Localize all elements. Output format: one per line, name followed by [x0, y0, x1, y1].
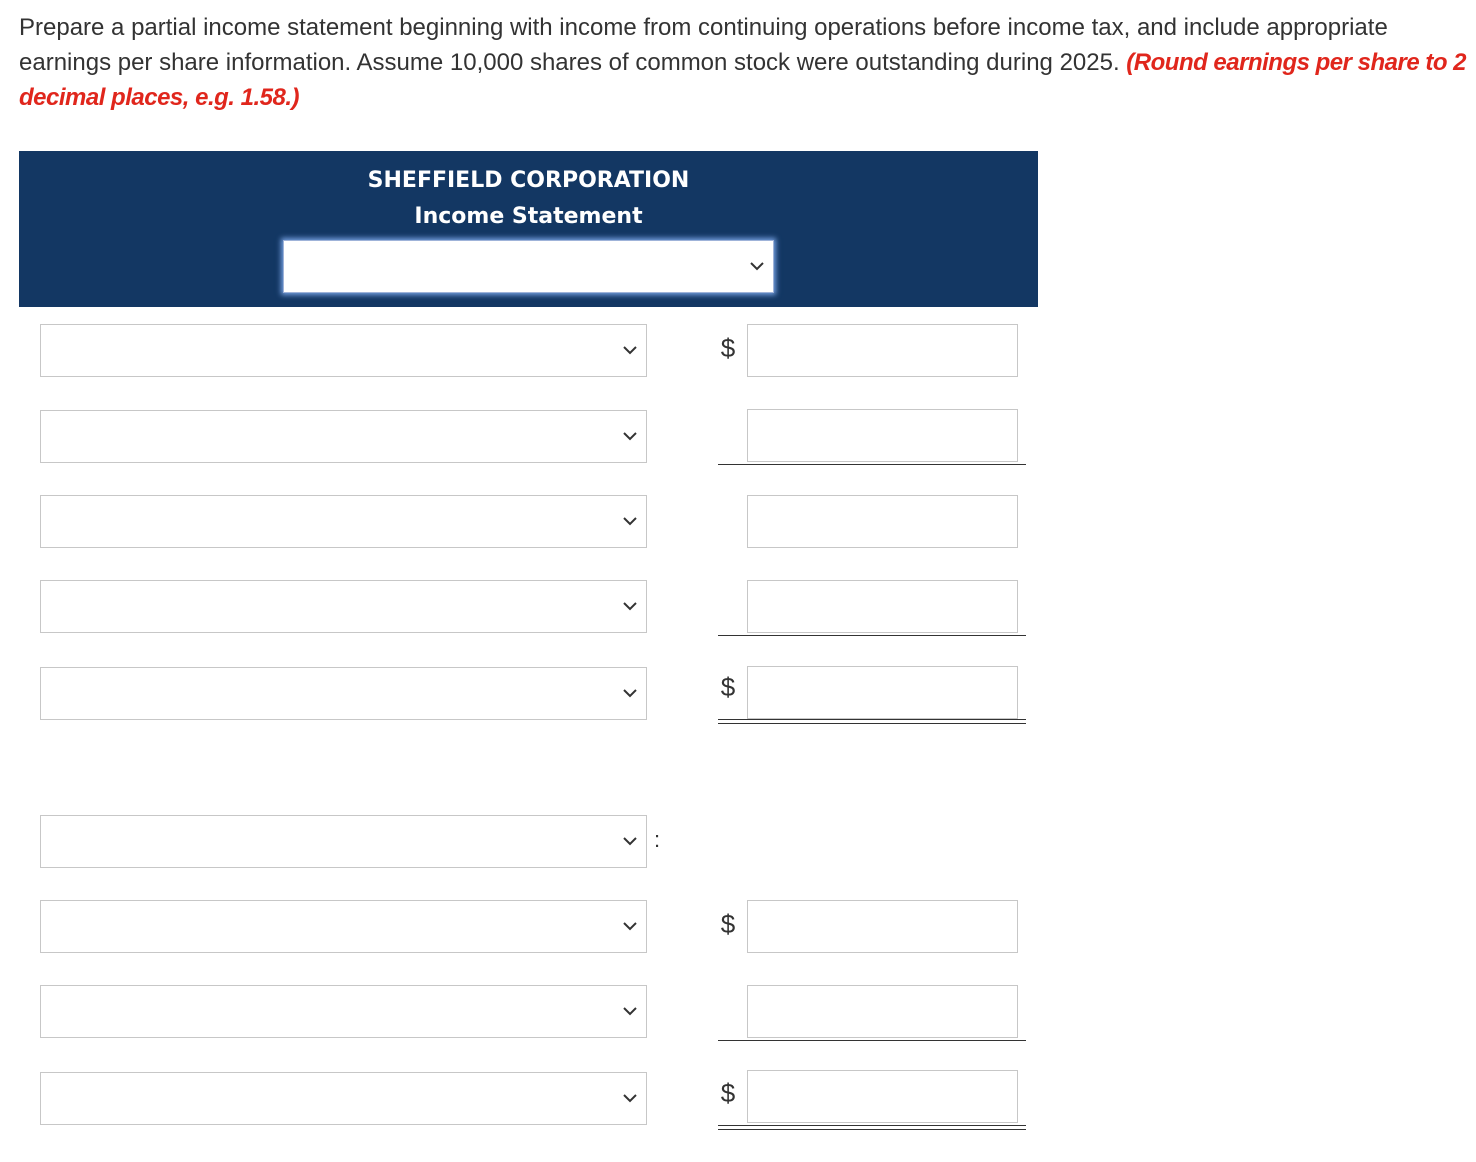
instructions-body: Prepare a partial income statement beginning with income from continuing operations before income tax, and include appropriate earnings per share information. Assume 10,000 shares of common stock were outstanding during 2025. — [19, 14, 1388, 76]
row-8-label-select[interactable] — [40, 985, 647, 1038]
row-5-double-underline-bottom — [718, 723, 1026, 724]
row-6-label-select[interactable] — [40, 815, 647, 868]
row-9-double-underline-top — [718, 1125, 1026, 1126]
row-1-amount-input[interactable] — [747, 324, 1018, 377]
rounding-hint: (Round earnings per share to 2 decimal places, e.g. 1.58.) — [19, 49, 1467, 111]
chevron-down-icon — [622, 513, 638, 531]
row-5-dollar-sign: $ — [720, 672, 736, 702]
chevron-down-icon — [622, 1090, 638, 1108]
row-5-label-select[interactable] — [40, 667, 647, 720]
row-6-colon: : — [654, 827, 661, 852]
chevron-down-icon — [622, 428, 638, 446]
row-2-amount-input[interactable] — [747, 409, 1018, 462]
row-8-underline — [718, 1040, 1026, 1041]
row-9-label-select[interactable] — [40, 1072, 647, 1125]
company-name: SHEFFIELD CORPORATION — [367, 168, 690, 193]
row-3-amount-input[interactable] — [747, 495, 1018, 548]
row-9-dollar-sign: $ — [720, 1078, 736, 1108]
chevron-down-icon — [749, 258, 765, 276]
chevron-down-icon — [622, 685, 638, 703]
chevron-down-icon — [622, 598, 638, 616]
row-1-dollar-sign: $ — [720, 333, 736, 363]
period-select[interactable] — [283, 240, 774, 293]
row-5-double-underline-top — [718, 719, 1026, 720]
row-5-amount-input[interactable] — [747, 666, 1018, 719]
statement-title: Income Statement — [414, 204, 643, 229]
row-4-underline — [718, 635, 1026, 636]
row-4-amount-input[interactable] — [747, 580, 1018, 633]
row-9-amount-input[interactable] — [747, 1070, 1018, 1123]
row-8-amount-input[interactable] — [747, 985, 1018, 1038]
chevron-down-icon — [622, 1003, 638, 1021]
row-7-label-select[interactable] — [40, 900, 647, 953]
row-4-label-select[interactable] — [40, 580, 647, 633]
row-3-label-select[interactable] — [40, 495, 647, 548]
chevron-down-icon — [622, 833, 638, 851]
row-1-label-select[interactable] — [40, 324, 647, 377]
row-2-label-select[interactable] — [40, 410, 647, 463]
row-7-dollar-sign: $ — [720, 909, 736, 939]
chevron-down-icon — [622, 918, 638, 936]
row-2-underline — [718, 464, 1026, 465]
row-7-amount-input[interactable] — [747, 900, 1018, 953]
instructions-text — [19, 10, 1467, 115]
row-9-double-underline-bottom — [718, 1129, 1026, 1130]
chevron-down-icon — [622, 342, 638, 360]
